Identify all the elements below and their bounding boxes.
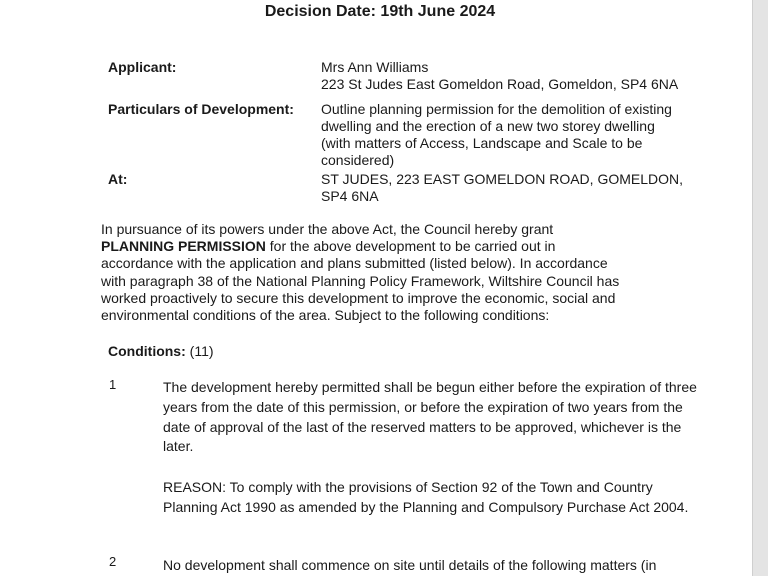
condition-line: The development hereby permitted shall be begun either before the expiration of three — [163, 379, 697, 395]
site-address-line: SP4 6NA — [321, 188, 379, 204]
condition-text — [163, 378, 743, 457]
paragraph-line — [101, 238, 701, 255]
planning-permission-emphasis: PLANNING PERMISSION — [101, 238, 266, 255]
paragraph-line: environmental conditions of the area. Subject to the following conditions: — [101, 307, 550, 324]
condition-line: date of approval of the last of the reserved matters to be approved, whichever is the — [163, 418, 682, 435]
applicant-label: Applicant: — [108, 59, 177, 75]
conditions-label: Conditions: — [108, 343, 186, 359]
site-value — [321, 171, 721, 205]
page-edge-divider — [752, 0, 768, 576]
applicant-name: Mrs Ann Williams — [321, 59, 429, 75]
conditions-count: (11) — [185, 343, 214, 359]
applicant-address: 223 St Judes East Gomeldon Road, Gomeldon, SP4 6NA — [321, 76, 679, 92]
paragraph-text: for the above development to be carried out in — [265, 238, 556, 255]
development-label: Particulars of Development: — [108, 101, 294, 117]
paragraph-line: with paragraph 38 of the National Planning Policy Framework, Wiltshire Council has — [101, 272, 620, 289]
site-address-line: ST JUDES, 223 EAST GOMELDON ROAD, GOMELDON, — [321, 171, 684, 187]
applicant-value — [321, 59, 721, 93]
development-value — [321, 101, 721, 169]
site-label: At: — [108, 171, 128, 187]
decision-date-heading: Decision Date: 19th June 2024 — [264, 3, 496, 20]
condition-line: No development shall commence on site until details of the following matters (in — [163, 557, 657, 573]
condition-line: years from the date of this permission, or before the expiration of two years from the — [163, 398, 683, 415]
development-line: (with matters of Access, Landscape and Scale to be — [321, 135, 643, 151]
condition-line: later. — [163, 438, 194, 455]
reason-line: REASON: To comply with the provisions of Section 92 of the Town and Country — [163, 479, 653, 495]
development-line: Outline planning permission for the demolition of existing — [321, 101, 672, 117]
condition-number: 1 — [109, 377, 117, 392]
development-line: dwelling and the erection of a new two storey dwelling — [321, 118, 655, 134]
paragraph-line: In pursuance of its powers under the above Act, the Council hereby grant — [101, 221, 554, 237]
condition-text — [163, 556, 743, 576]
conditions-heading — [108, 343, 214, 360]
condition-reason — [163, 478, 743, 517]
reason-line: Planning Act 1990 as amended by the Planning and Compulsory Purchase Act 2004. — [163, 498, 689, 515]
paragraph-line: accordance with the application and plans submitted (listed below). In accordance — [101, 255, 608, 272]
condition-number: 2 — [109, 554, 117, 569]
permission-paragraph — [101, 221, 701, 324]
development-line: considered) — [321, 152, 395, 168]
paragraph-line: worked proactively to secure this development to improve the economic, social and — [101, 289, 616, 306]
